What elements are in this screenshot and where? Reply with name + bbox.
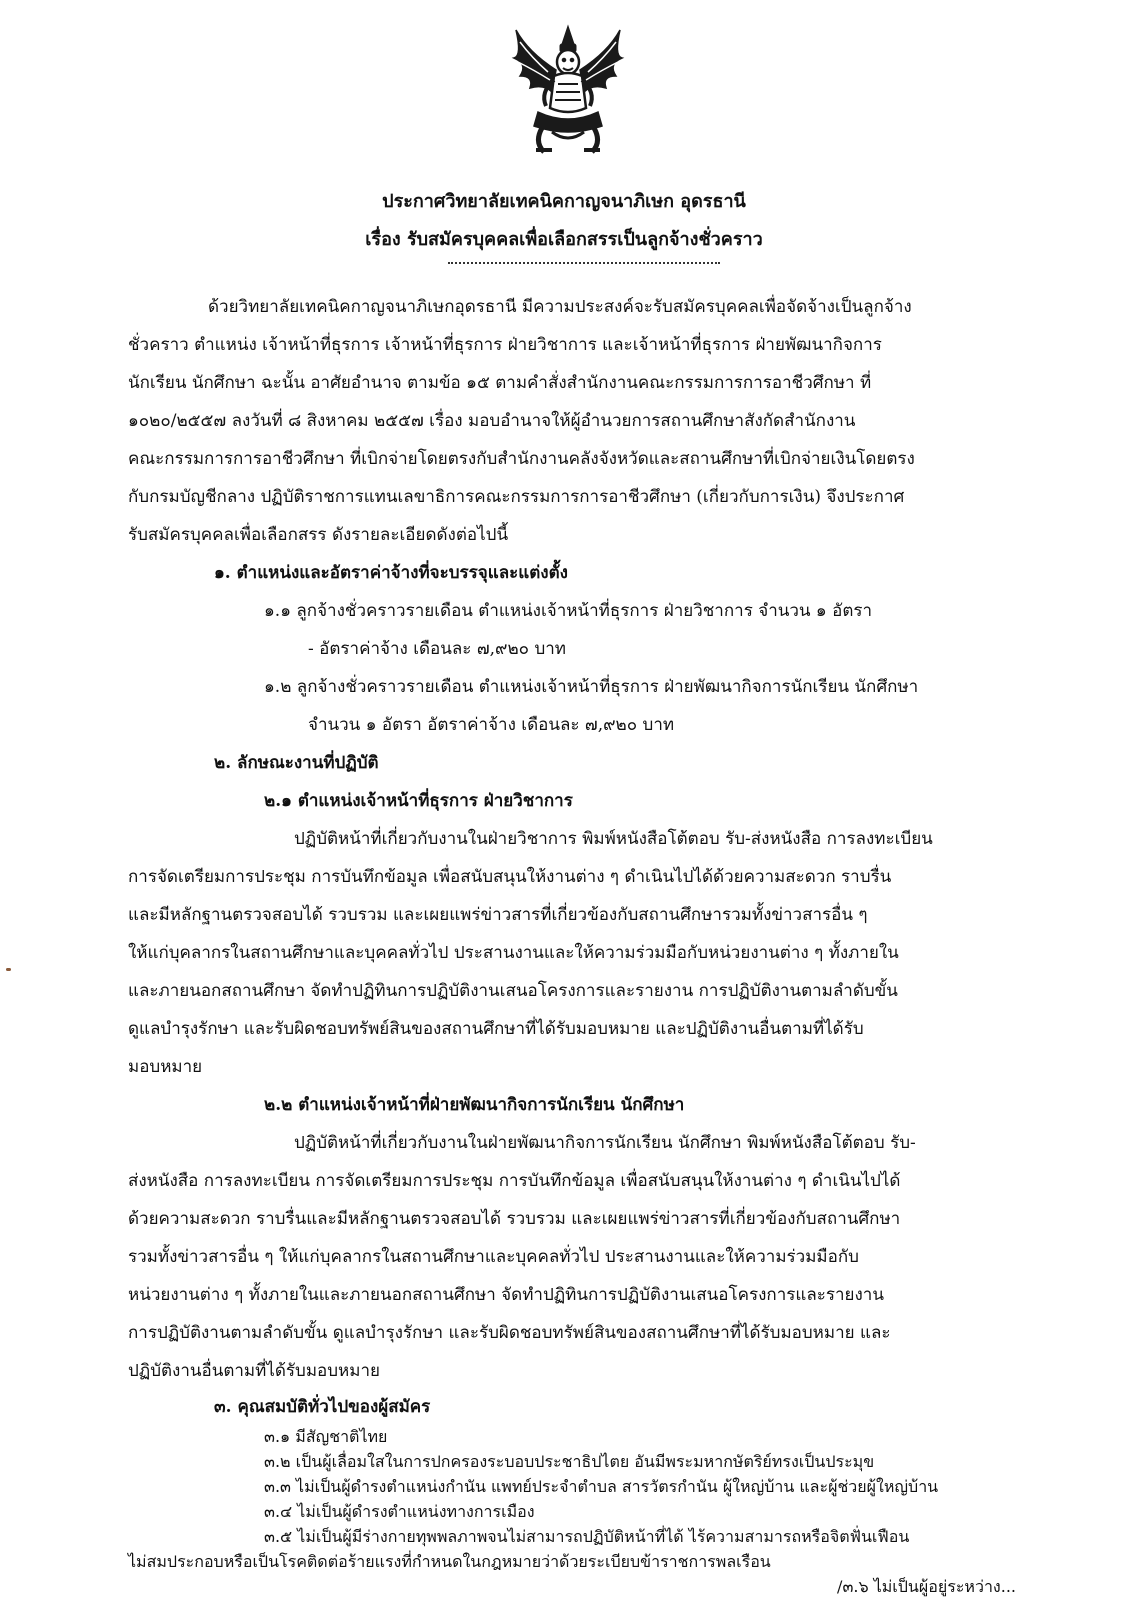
intro-line-3: นักเรียน นักศึกษา ฉะนั้น อาศัยอำนาจ ตามข้อ ๑๕ ตามคำสั่งสำนักงานคณะกรรมการการอาชีวศึกษา ที่	[128, 373, 872, 393]
section-2-2-line: ส่งหนังสือ การลงทะเบียน การจัดเตรียมการประชุม การบันทึกข้อมูล เพื่อสนับสนุนให้งานต่าง ๆ ดำเนินไปได้	[128, 1171, 901, 1191]
intro-line-1: ด้วยวิทยาลัยเทคนิคกาญจนาภิเษกอุดรธานี มีความประสงค์จะรับสมัครบุคคลเพื่อจัดจ้างเป็นลูกจ้าง	[208, 297, 912, 317]
intro-line-6: กับกรมบัญชีกลาง ปฏิบัติราชการแทนเลขาธิการคณะกรรมการการอาชีวศึกษา (เกี่ยวกับการเงิน) จึงประกาศ	[128, 487, 905, 507]
section-2-2-line: ปฏิบัติงานอื่นตามที่ได้รับมอบหมาย	[128, 1361, 380, 1381]
title-separator	[448, 262, 720, 264]
item-3-3: ๓.๓ ไม่เป็นผู้ดำรงตำแหน่งกำนัน แพทย์ประจำตำบล สารวัตรกำนัน ผู้ใหญ่บ้าน และผู้ช่วยผู้ใหญ่บ้าน	[264, 1477, 939, 1496]
section-1-heading: ๑. ตำแหน่งและอัตราค่าจ้างที่จะบรรจุและแต่งตั้ง	[214, 563, 568, 583]
section-2-1-line: ให้แก่บุคลากรในสถานศึกษาและบุคคลทั่วไป ประสานงานและให้ความร่วมมือกับหน่วยงานต่าง ๆ ทั้งภายใน	[128, 943, 899, 963]
item-3-2: ๓.๒ เป็นผู้เลื่อมใสในการปกครองระบอบประชาธิปไตย อันมีพระมหากษัตริย์ทรงเป็นประมุข	[264, 1452, 875, 1471]
item-1-2-rate: จำนวน ๑ อัตรา อัตราค่าจ้าง เดือนละ ๗,๙๒๐ บาท	[308, 715, 675, 735]
section-2-2-line: ด้วยความสะดวก ราบรื่นและมีหลักฐานตรวจสอบได้ รวบรวม และเผยแพร่ข่าวสารที่เกี่ยวข้องกับสถานศึกษา	[128, 1209, 901, 1229]
section-2-2-line: หน่วยงานต่าง ๆ ทั้งภายในและภายนอกสถานศึกษา จัดทำปฏิทินการปฏิบัติงานเสนอโครงการและรายงาน	[128, 1285, 884, 1305]
section-2-1-line: ดูแลบำรุงรักษา และรับผิดชอบทรัพย์สินของสถานศึกษาที่ได้รับมอบหมาย และปฏิบัติงานอื่นตามที่ได้รับ	[128, 1019, 864, 1039]
section-2-1-line: ปฏิบัติหน้าที่เกี่ยวกับงานในฝ่ายวิชาการ พิมพ์หนังสือโต้ตอบ รับ-ส่งหนังสือ การลงทะเบียน	[294, 829, 933, 849]
announcement-subject: เรื่อง รับสมัครบุคคลเพื่อเลือกสรรเป็นลูกจ้างชั่วคราว	[365, 229, 763, 250]
item-3-1: ๓.๑ มีสัญชาติไทย	[264, 1427, 388, 1446]
section-2-1-heading: ๒.๑ ตำแหน่งเจ้าหน้าที่ธุรการ ฝ่ายวิชาการ	[264, 791, 573, 811]
item-3-5-continued: ไม่สมประกอบหรือเป็นโรคติดต่อร้ายแรงที่กำหนดในกฎหมายว่าด้วยระเบียบข้าราชการพลเรือน	[128, 1552, 771, 1571]
item-1-1: ๑.๑ ลูกจ้างชั่วคราวรายเดือน ตำแหน่งเจ้าหน้าที่ธุรการ ฝ่ายวิชาการ จำนวน ๑ อัตรา	[264, 601, 873, 621]
section-2-1-line: มอบหมาย	[128, 1057, 203, 1077]
item-3-4: ๓.๔ ไม่เป็นผู้ดำรงตำแหน่งทางการเมือง	[264, 1502, 535, 1521]
section-2-2-line: ปฏิบัติหน้าที่เกี่ยวกับงานในฝ่ายพัฒนากิจการนักเรียน นักศึกษา พิมพ์หนังสือโต้ตอบ รับ-	[294, 1133, 916, 1153]
intro-line-7: รับสมัครบุคคลเพื่อเลือกสรร ดังรายละเอียดดังต่อไปนี้	[128, 525, 509, 545]
section-2-1-line: และภายนอกสถานศึกษา จัดทำปฏิทินการปฏิบัติงานเสนอโครงการและรายงาน การปฏิบัติงานตามลำดับขั้น	[128, 981, 898, 1001]
intro-line-4: ๑๐๒๐/๒๕๕๗ ลงวันที่ ๘ สิงหาคม ๒๕๕๗ เรื่อง มอบอำนาจให้ผู้อำนวยการสถานศึกษาสังกัดสำนักงาน	[128, 411, 856, 431]
item-1-2: ๑.๒ ลูกจ้างชั่วคราวรายเดือน ตำแหน่งเจ้าหน้าที่ธุรการ ฝ่ายพัฒนากิจการนักเรียน นักศึกษา	[264, 677, 919, 697]
intro-line-5: คณะกรรมการการอาชีวศึกษา ที่เบิกจ่ายโดยตรงกับสำนักงานคลังจังหวัดและสถานศึกษาที่เบิกจ่ายเงินโดยตรง	[128, 449, 915, 469]
section-2-2-line: รวมทั้งข่าวสารอื่น ๆ ให้แก่บุคลากรในสถานศึกษาและบุคคลทั่วไป ประสานงานและให้ความร่วมมือกับ	[128, 1247, 859, 1267]
item-3-5: ๓.๕ ไม่เป็นผู้มีร่างกายทุพพลภาพจนไม่สามารถปฏิบัติหน้าที่ได้ ไร้ความสามารถหรือจิตฟั่นเฟือน	[264, 1527, 910, 1546]
section-2-2-heading: ๒.๒ ตำแหน่งเจ้าหน้าที่ฝ่ายพัฒนากิจการนักเรียน นักศึกษา	[264, 1095, 685, 1115]
page-continuation: /๓.๖ ไม่เป็นผู้อยู่ระหว่าง...	[837, 1577, 1016, 1596]
section-2-1-line: การจัดเตรียมการประชุม การบันทึกข้อมูล เพื่อสนับสนุนให้งานต่าง ๆ ดำเนินไปได้ด้วยความสะดวก ราบรื่น	[128, 867, 892, 887]
item-1-1-rate: - อัตราค่าจ้าง เดือนละ ๗,๙๒๐ บาท	[308, 639, 567, 659]
scan-speck	[6, 968, 11, 971]
section-3-heading: ๓. คุณสมบัติทั่วไปของผู้สมัคร	[214, 1397, 431, 1417]
announcement-title: ประกาศวิทยาลัยเทคนิคกาญจนาภิเษก อุดรธานี	[382, 191, 746, 212]
garuda-emblem-icon	[508, 22, 628, 158]
section-2-1-line: และมีหลักฐานตรวจสอบได้ รวบรวม และเผยแพร่ข่าวสารที่เกี่ยวข้องกับสถานศึกษารวมทั้งข่าวสารอื่น ๆ	[128, 905, 868, 925]
section-2-heading: ๒. ลักษณะงานที่ปฏิบัติ	[214, 753, 379, 773]
section-2-2-line: การปฏิบัติงานตามลำดับขั้น ดูแลบำรุงรักษา และรับผิดชอบทรัพย์สินของสถานศึกษาที่ได้รับมอบหมาย และ	[128, 1323, 891, 1343]
intro-line-2: ชั่วคราว ตำแหน่ง เจ้าหน้าที่ธุรการ เจ้าหน้าที่ธุรการ ฝ่ายวิชาการ และเจ้าหน้าที่ธุรการ ฝ่ายพัฒนากิจการ	[128, 335, 882, 355]
